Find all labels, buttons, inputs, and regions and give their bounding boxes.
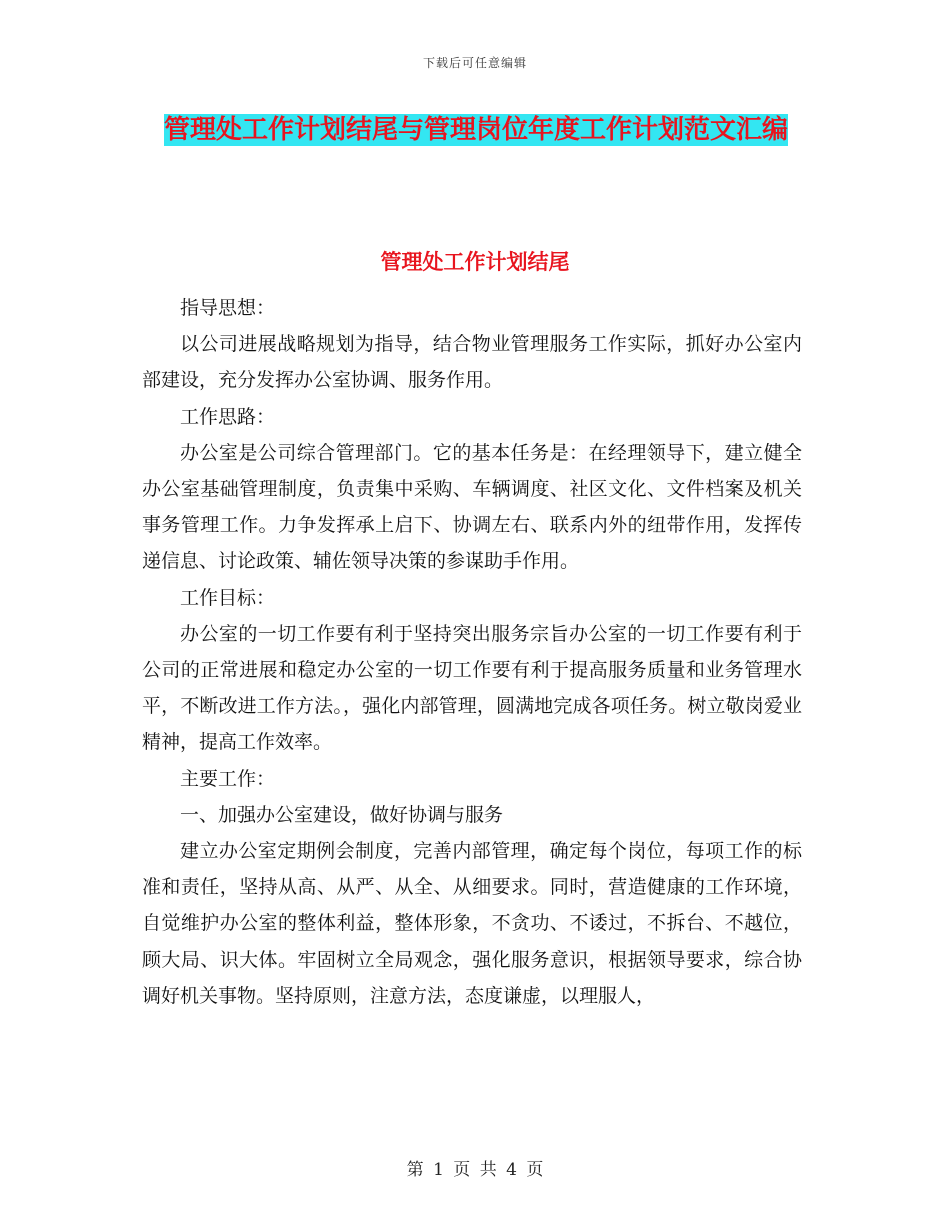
paragraph: 工作思路： — [180, 405, 276, 428]
paragraph: 办公室的一切工作要有利于坚持突出服务宗旨办公室的一切工作要有利于公司的正常进展和稳定办公室的一切工作要有利于提高服务质量和业务管理水平，不断改进工作方法。，强化内部管理，圆满地完成各项任务。树立敬岗爱业精神，提高工作效率。 — [142, 622, 802, 754]
paragraph: 建立办公室定期例会制度，完善内部管理，确定每个岗位，每项工作的标准和责任，坚持从高、从严、从全、从细要求。同时，营造健康的工作环境，自觉维护办公室的整体利益，整体形象，不贪功、不诿过，不拆台、不越位，顾大局、识大体。牢固树立全局观念，强化服务意识，根据领导要求，综合协调好机关事物。坚持原则，注意方法，态度谦虚，以理服人， — [142, 840, 802, 1007]
paragraph: 工作目标： — [180, 586, 276, 609]
section-title: 管理处工作计划结尾 — [380, 250, 570, 274]
header-note: 下载后可任意编辑 — [422, 56, 527, 70]
paragraph: 办公室是公司综合管理部门。它的基本任务是：在经理领导下，建立健全办公室基础管理制度，负责集中采购、车辆调度、社区文化、文件档案及机关事务管理工作。力争发挥承上启下、协调左右、联系内外的纽带作用，发挥传递信息、讨论政策、辅佐领导决策的参谋助手作用。 — [142, 441, 802, 573]
paragraph: 指导思想： — [180, 297, 276, 319]
paragraph: 以公司进展战略规划为指导，结合物业管理服务工作实际，抓好办公室内部建设，充分发挥办公室协调、服务作用。 — [142, 333, 802, 392]
page-footer: 第 1 页 共 4 页 — [406, 1160, 544, 1180]
paragraph: 主要工作： — [180, 767, 276, 790]
document-title-text: 管理处工作计划结尾与管理岗位年度工作计划范文汇编 — [163, 115, 788, 145]
paragraph: 一、加强办公室建设，做好协调与服务 — [180, 803, 504, 826]
document-body — [142, 290, 802, 1014]
document-title — [142, 108, 810, 152]
